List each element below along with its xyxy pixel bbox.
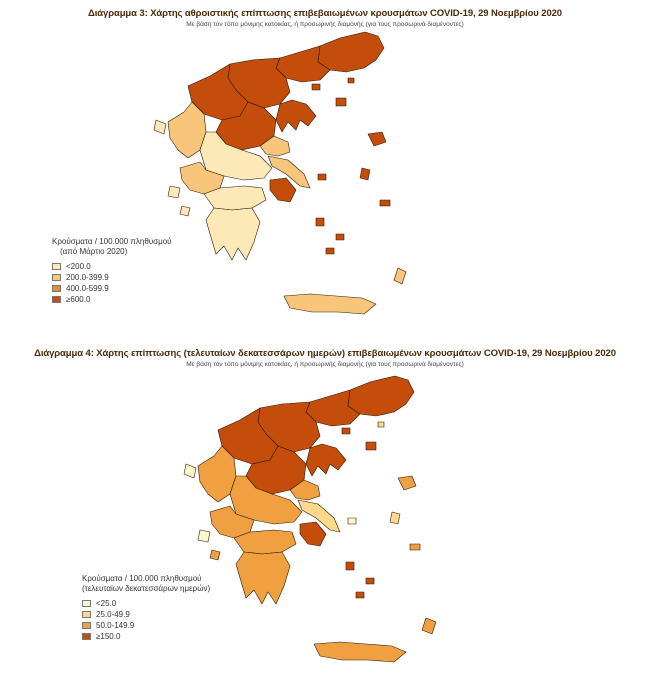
- legend-label: 400.0-599.9: [66, 284, 109, 293]
- greece-choropleth-map: [140, 28, 410, 328]
- region-zakynthos: [180, 206, 190, 216]
- region-cyclades-1: [316, 218, 324, 226]
- map-subtitle: Με βάση τον τόπο μόνιμης κατοικίας, ή προσωρινής διαμονής (για τους προσωρινά διαμένοντες): [186, 361, 464, 368]
- region-thasos: [342, 428, 350, 434]
- map-title: Διάγραμμα 3: Χάρτης αθροιστικής επίπτωσης επιβεβαιωμένων κρουσμάτων COVID-19, 29 Νοεμβρίου 2020: [88, 8, 562, 19]
- legend-title-line1: Κρούσματα / 100.000 πληθυσμού: [82, 574, 202, 583]
- region-peloponnese-south: [236, 552, 290, 604]
- region-thasos: [312, 84, 320, 90]
- legend-item: [82, 631, 210, 642]
- region-chios: [360, 168, 370, 180]
- legend-label: ≥600.0: [66, 295, 91, 304]
- legend-label: <200.0: [66, 262, 91, 271]
- region-attica: [270, 178, 296, 202]
- map-title: Διάγραμμα 4: Χάρτης επίπτωσης (τελευταίων δεκατεσσάρων ημερών) επιβεβαιωμένων κρουσμάτων COVID-19, 29 Νοεμβρίου 2020: [34, 348, 616, 359]
- legend-swatch: [82, 600, 91, 607]
- map-legend: [82, 574, 210, 642]
- region-attica: [300, 522, 326, 546]
- greece-choropleth-map: [170, 372, 440, 677]
- map-legend: [52, 237, 172, 305]
- region-thrace: [348, 376, 414, 416]
- region-cyclades-2: [366, 578, 374, 584]
- fourteen-day-incidence-map-panel: [0, 344, 650, 687]
- region-dodecanese: [394, 268, 406, 284]
- legend-label: ≥150.0: [96, 632, 121, 641]
- region-chios: [390, 512, 400, 524]
- region-lesvos: [368, 132, 386, 146]
- legend-title: [52, 237, 172, 257]
- region-limnos: [366, 442, 376, 450]
- region-cyclades-1: [346, 562, 354, 570]
- legend-item: [52, 272, 172, 283]
- region-zakynthos: [210, 550, 220, 560]
- region-crete: [314, 642, 406, 662]
- cumulative-incidence-map-panel: [0, 0, 650, 340]
- region-chalkidiki: [306, 444, 346, 476]
- region-lesvos: [398, 476, 416, 490]
- mainland-north: [154, 32, 406, 314]
- region-samothrace: [378, 422, 384, 427]
- region-chalkidiki: [276, 100, 316, 132]
- region-skyros: [318, 174, 326, 180]
- legend-swatch: [52, 263, 61, 270]
- legend-swatch: [52, 296, 61, 303]
- region-dodecanese: [422, 618, 436, 634]
- legend-swatch: [82, 622, 91, 629]
- region-corfu: [184, 464, 196, 478]
- region-cyclades-2: [336, 234, 344, 240]
- legend-item: [52, 283, 172, 294]
- legend-item: [82, 598, 210, 609]
- region-thrace: [318, 32, 384, 72]
- mainland: [184, 376, 436, 662]
- region-peloponnese-south: [206, 208, 260, 260]
- region-cyclades-3: [326, 248, 334, 254]
- legend-item: [52, 294, 172, 305]
- legend-title-line1: Κρούσματα / 100.000 πληθυσμού: [52, 237, 172, 246]
- legend-label: 50.0-149.9: [96, 621, 135, 630]
- legend-item: [52, 261, 172, 272]
- map-subtitle: Με βάση τον τόπο μόνιμης κατοικίας, ή προσωρινής διαμονής (για τους προσωρινά διαμένοντες): [186, 21, 464, 28]
- legend-label: 25.0-49.9: [96, 610, 130, 619]
- legend-swatch: [82, 633, 91, 640]
- legend-swatch: [52, 274, 61, 281]
- legend-item: [82, 609, 210, 620]
- region-samos: [410, 544, 420, 550]
- region-kefalonia: [198, 530, 210, 542]
- region-samothrace: [348, 78, 354, 83]
- legend-title-line2: (τελευταίων δεκατεσσάρων ημερών): [82, 584, 211, 593]
- region-samos: [380, 200, 390, 206]
- legend-label: 200.0-399.9: [66, 273, 109, 282]
- region-limnos: [336, 98, 346, 106]
- region-corfu: [154, 120, 166, 134]
- legend-title: [82, 574, 210, 594]
- legend-title-line2: (από Μάρτιο 2020): [60, 247, 128, 256]
- region-cyclades-3: [356, 592, 364, 598]
- region-kefalonia: [168, 186, 180, 198]
- legend-swatch: [82, 611, 91, 618]
- legend-item: [82, 620, 210, 631]
- legend-swatch: [52, 285, 61, 292]
- region-crete: [284, 294, 376, 314]
- legend-label: <25.0: [96, 599, 117, 608]
- region-skyros: [348, 518, 356, 524]
